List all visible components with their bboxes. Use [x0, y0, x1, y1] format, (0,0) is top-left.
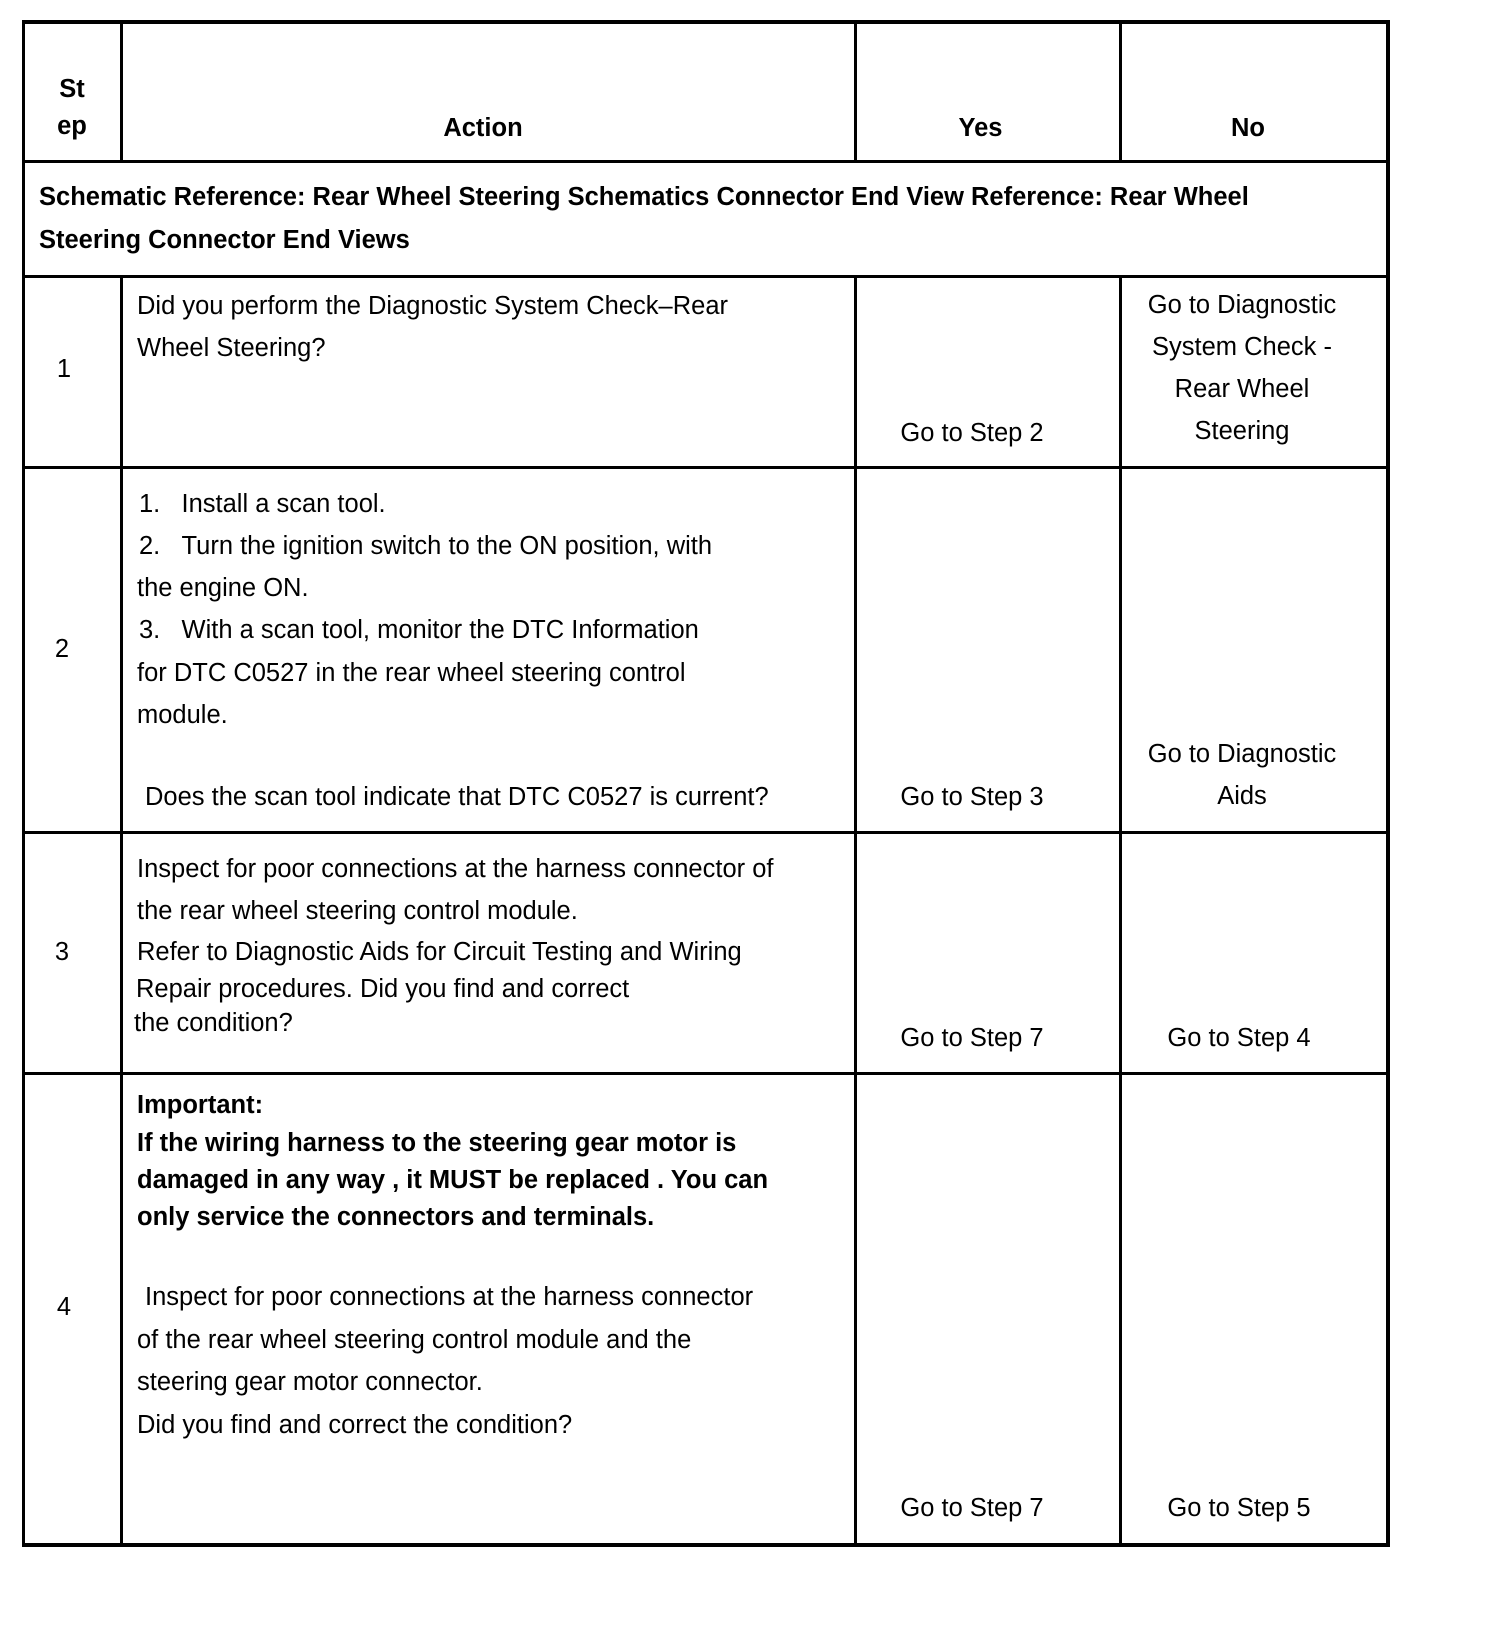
no-result-line: Go to Diagnostic — [1147, 740, 1337, 768]
step-number: 3 — [54, 938, 70, 966]
header-step-line1: St — [59, 75, 85, 103]
no-result-line: Go to Diagnostic — [1147, 291, 1337, 319]
yes-result: Go to Step 7 — [900, 1024, 1044, 1052]
row-divider — [22, 160, 1390, 163]
column-divider — [120, 276, 123, 1546]
action-line: Repair procedures. Did you find and correct — [136, 975, 630, 1003]
action-line: 3. With a scan tool, monitor the DTC Information — [139, 616, 699, 644]
action-line: of the rear wheel steering control module and the — [137, 1326, 692, 1354]
action-line: module. — [137, 701, 228, 729]
column-divider — [1119, 276, 1122, 1546]
table-border-right — [1386, 20, 1390, 1547]
row-divider — [22, 1072, 1390, 1075]
row-divider — [22, 831, 1390, 834]
no-result-line: Aids — [1217, 782, 1267, 810]
action-line: the rear wheel steering control module. — [137, 897, 578, 925]
action-line: Refer to Diagnostic Aids for Circuit Testing and Wiring — [137, 938, 742, 966]
important-line: If the wiring harness to the steering gear motor is — [137, 1129, 737, 1157]
reference-line-1: Schematic Reference: Rear Wheel Steering Schematics Connector End View Reference: Rear Wheel — [39, 183, 1249, 211]
header-action: Action — [443, 114, 523, 142]
action-line: 2. Turn the ignition switch to the ON position, with — [139, 532, 713, 560]
yes-result: Go to Step 7 — [900, 1494, 1044, 1522]
important-line: only service the connectors and terminals. — [137, 1203, 655, 1231]
action-line: Inspect for poor connections at the harness connector — [145, 1283, 754, 1311]
header-yes: Yes — [958, 114, 1003, 142]
table-border-top — [22, 20, 1390, 24]
no-result — [1122, 733, 1362, 817]
yes-result: Go to Step 3 — [900, 783, 1044, 811]
action-question: Does the scan tool indicate that DTC C0527 is current? — [145, 783, 769, 811]
action-line: for DTC C0527 in the rear wheel steering control — [137, 659, 686, 687]
reference-line-2: Steering Connector End Views — [39, 226, 410, 254]
action-line: Did you find and correct the condition? — [137, 1411, 573, 1439]
header-step-line2: ep — [57, 112, 87, 140]
no-result: Go to Step 5 — [1167, 1494, 1311, 1522]
no-result — [1122, 284, 1362, 452]
step-number: 2 — [54, 635, 70, 663]
no-result-line: Steering — [1194, 417, 1290, 445]
action-line: Did you perform the Diagnostic System Check–Rear — [137, 292, 728, 320]
row-divider — [22, 275, 1390, 278]
action-line: Wheel Steering? — [137, 334, 326, 362]
step-number: 1 — [56, 355, 72, 383]
no-result-line: Rear Wheel — [1174, 375, 1310, 403]
action-line: steering gear motor connector. — [137, 1368, 483, 1396]
action-line: the condition? — [134, 1009, 293, 1037]
action-line: Inspect for poor connections at the harness connector of — [137, 855, 774, 883]
important-line: damaged in any way , it MUST be replaced . You can — [137, 1166, 769, 1194]
yes-result: Go to Step 2 — [900, 419, 1044, 447]
no-result-line: System Check - — [1152, 333, 1332, 361]
action-line: the engine ON. — [137, 574, 309, 602]
action-line: 1. Install a scan tool. — [139, 490, 386, 518]
column-divider — [854, 276, 857, 1546]
no-result: Go to Step 4 — [1167, 1024, 1311, 1052]
header-step — [24, 71, 120, 145]
header-no: No — [1231, 114, 1265, 142]
table-border-bottom — [22, 1543, 1390, 1547]
important-label: Important: — [137, 1091, 264, 1119]
step-number: 4 — [56, 1293, 72, 1321]
row-divider — [22, 466, 1390, 469]
